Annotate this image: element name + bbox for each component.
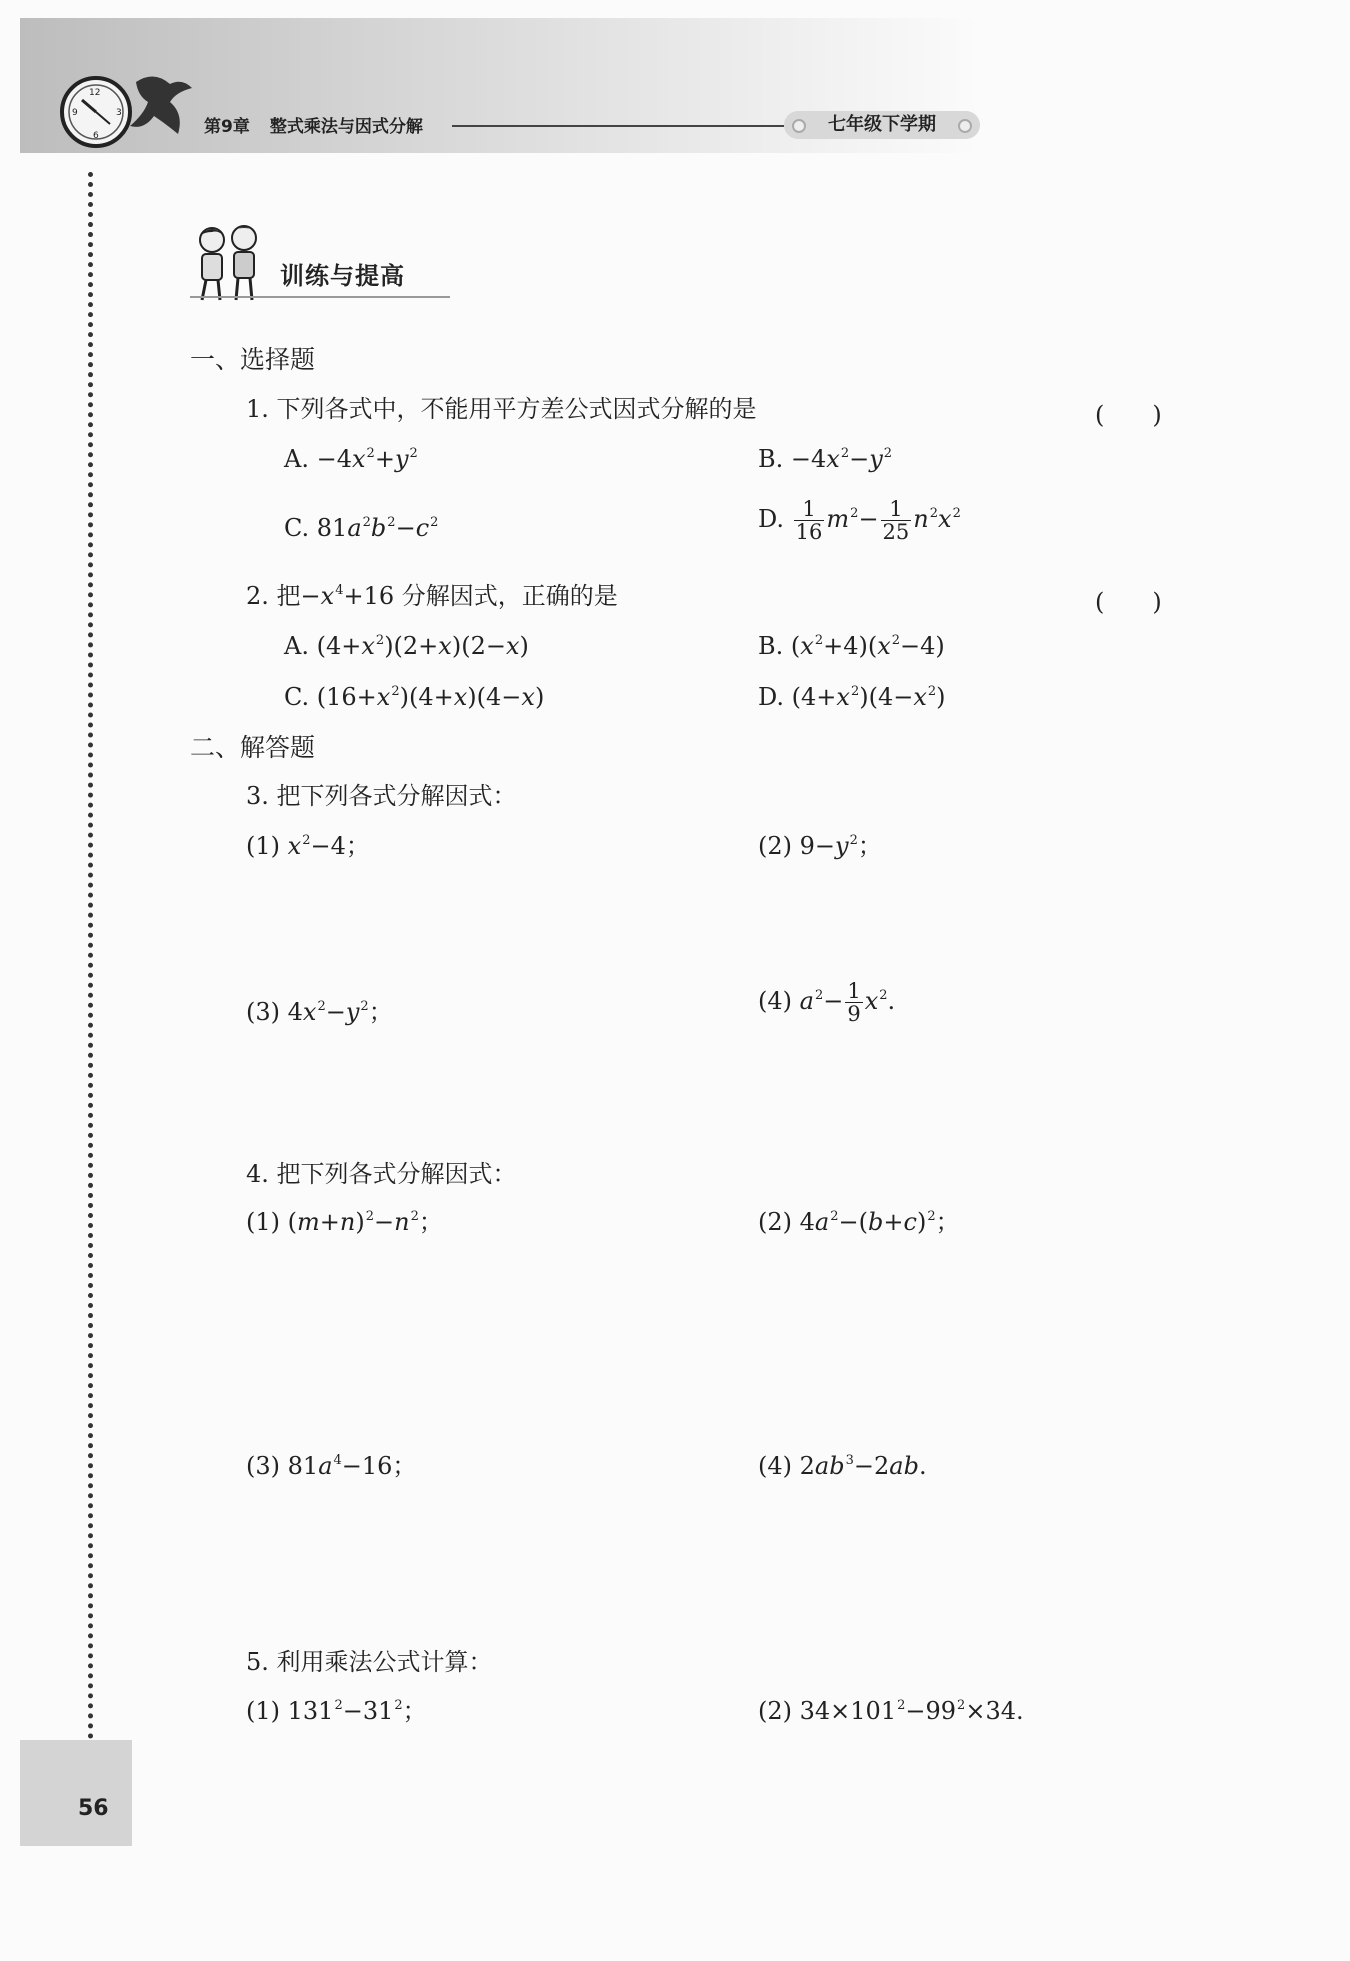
grade-label: 七年级下学期 — [828, 114, 936, 135]
q4-number: 4. — [246, 1160, 269, 1188]
q1-option-b-expr: $-4x^2-y^2$ — [790, 445, 893, 473]
svg-text:12: 12 — [89, 88, 101, 98]
q4-item-2-label: (2) — [758, 1208, 792, 1236]
q3-item-1-label: (1) — [246, 832, 280, 860]
q2-option-a-label: A. — [284, 632, 309, 660]
q2-option-c — [284, 683, 544, 712]
q5-item-1-expr: $131^2-31^2$； — [287, 1697, 427, 1725]
q5-item-1 — [246, 1697, 427, 1726]
part1-title: 一、选择题 — [190, 345, 316, 374]
q3-item-1 — [246, 832, 370, 861]
q3-item-3 — [246, 998, 393, 1027]
q3-item-3-label: (3) — [246, 998, 280, 1026]
q2-option-c-expr: $(16+x^2)(4+x)(4-x)$ — [316, 683, 545, 711]
page-number: 56 — [78, 1796, 109, 1821]
q1-stem — [246, 395, 757, 424]
q4-item-3-label: (3) — [246, 1452, 280, 1480]
pill-dot-left-icon — [792, 119, 806, 133]
q1-option-c — [284, 514, 438, 543]
q3-item-1-expr: $x^2-4$； — [287, 832, 370, 860]
q1-option-d — [758, 498, 961, 543]
q1-option-b — [758, 445, 892, 474]
q2-option-a-expr: $(4+x^2)(2+x)(2-x)$ — [316, 632, 529, 660]
q1-option-c-expr: $81a^2b^2-c^2$ — [316, 514, 439, 542]
q2-number: 2. — [246, 582, 269, 610]
q5-item-2-label: (2) — [758, 1697, 792, 1725]
q3-text: 把下列各式分解因式： — [276, 782, 517, 810]
q4-item-3-expr: $81a^4-16$； — [287, 1452, 417, 1480]
q4-item-2 — [758, 1208, 960, 1237]
q4-text: 把下列各式分解因式： — [276, 1160, 517, 1188]
q4-item-4-expr: $2ab^3-2ab$. — [799, 1452, 927, 1480]
q1-option-a — [284, 445, 418, 474]
svg-text:3: 3 — [116, 108, 122, 118]
q3-item-3-expr: $4x^2-y^2$； — [287, 998, 393, 1026]
q5-stem — [246, 1648, 493, 1677]
section-title: 训练与提高 — [280, 262, 405, 290]
q4-item-4 — [758, 1452, 927, 1481]
q5-number: 5. — [246, 1648, 269, 1676]
q3-item-4-expr: $a^2-$ $\frac{1}{9}$ $x^2$. — [799, 979, 896, 1027]
q2-option-b-expr: $(x^2+4)(x^2-4)$ — [790, 632, 945, 660]
q3-item-2 — [758, 832, 882, 861]
svg-text:6: 6 — [93, 131, 99, 141]
q2-option-c-label: C. — [284, 683, 310, 711]
q4-item-1-expr: $(m+n)^2-n^2$； — [287, 1208, 443, 1236]
q3-item-4 — [758, 980, 895, 1025]
header-rule — [452, 125, 784, 127]
q1-option-d-label: D. — [758, 505, 785, 534]
q4-item-2-expr: $4a^2-(b+c)^2$； — [799, 1208, 960, 1236]
q2-option-a — [284, 632, 529, 661]
q3-item-4-label: (4) — [758, 987, 792, 1016]
q1-number: 1. — [246, 395, 269, 423]
q2-answer-blank[interactable]: ( ) — [1095, 588, 1162, 616]
q1-option-b-label: B. — [758, 445, 784, 473]
q3-item-2-label: (2) — [758, 832, 792, 860]
q2-text-expr: $-x^4+16$ — [300, 582, 395, 610]
q3-number: 3. — [246, 782, 269, 810]
svg-text:9: 9 — [72, 108, 78, 118]
margin-dotted-rule — [88, 172, 93, 1740]
q2-option-b — [758, 632, 945, 661]
q4-item-3 — [246, 1452, 416, 1481]
q4-item-4-label: (4) — [758, 1452, 792, 1480]
q5-item-2 — [758, 1697, 1024, 1726]
chapter-heading — [204, 112, 423, 137]
q5-item-2-expr: $34\times 101^2-99^2\times 34$. — [799, 1697, 1024, 1725]
q4-item-1 — [246, 1208, 443, 1237]
section-underline — [190, 296, 450, 298]
q1-option-d-expr: $\frac{1}{16}$ $m^2-$ $\frac{1}{25}$ $n^2x^2$ — [795, 497, 961, 545]
part2-title: 二、解答题 — [190, 733, 316, 762]
grade-badge — [784, 111, 980, 139]
pill-dot-right-icon — [958, 119, 972, 133]
q3-stem — [246, 782, 517, 811]
q2-text-post: 分解因式，正确的是 — [401, 582, 618, 610]
q1-option-a-label: A. — [284, 445, 309, 473]
compass-runner-logo-icon — [58, 68, 198, 158]
q5-text: 利用乘法公式计算： — [276, 1648, 493, 1676]
q1-option-c-label: C. — [284, 514, 310, 542]
two-kids-icon — [188, 222, 270, 304]
q1-option-a-expr: $-4x^2+y^2$ — [316, 445, 418, 473]
q5-item-1-label: (1) — [246, 1697, 280, 1725]
q2-stem — [246, 582, 618, 611]
q2-option-d-label: D. — [758, 683, 785, 711]
q4-item-1-label: (1) — [246, 1208, 280, 1236]
chapter-number: 第9章 — [204, 117, 250, 137]
chapter-title: 整式乘法与因式分解 — [269, 117, 423, 137]
q2-option-d — [758, 683, 946, 712]
q1-answer-blank[interactable]: ( ) — [1095, 401, 1162, 429]
q3-item-2-expr: $9-y^2$； — [799, 832, 882, 860]
q4-stem — [246, 1160, 517, 1189]
q2-option-d-expr: $(4+x^2)(4-x^2)$ — [791, 683, 946, 711]
q2-option-b-label: B. — [758, 632, 784, 660]
q1-text: 下列各式中，不能用平方差公式因式分解的是 — [276, 395, 757, 423]
q2-text-pre: 把 — [276, 582, 301, 610]
page-number-block — [20, 1740, 132, 1846]
